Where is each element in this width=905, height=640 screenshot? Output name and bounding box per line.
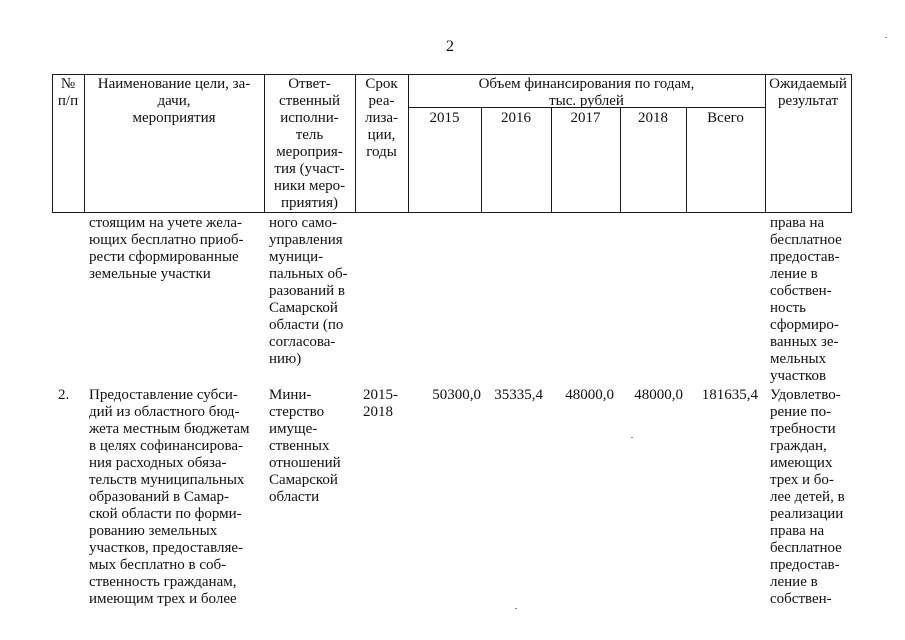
- row-continued-name: стоящим на учете жела- ющих бесплатно приоб- рести сформированные земельные участки: [89, 215, 244, 282]
- header-name: Наименование цели, за- дачи, мероприятия: [97, 76, 251, 126]
- header-term: Срок реа- лиза- ции, годы: [364, 76, 399, 160]
- header-year-2017: 2017: [570, 110, 601, 126]
- header-year-2015: 2015: [429, 110, 460, 126]
- row-2-value-2015: 50300,0: [432, 387, 481, 403]
- row-2-value-2017: 48000,0: [565, 387, 614, 403]
- row-2-result: Удовлетво- рение по- требности граждан, имеющих трех и бо- лее детей, в реализации права на бесплатное предостав- ление в собствен-: [770, 387, 845, 607]
- row-2-term: 2015- 2018: [363, 387, 398, 420]
- table-right-border: [851, 74, 852, 213]
- header-funding: Объем финансирования по годам, тыс. рублей: [478, 76, 695, 109]
- row-continued-result: права на бесплатное предостав- ление в собствен- ность сформиро- ванных зе- мельных участков: [770, 215, 842, 384]
- header-year-2018: 2018: [638, 110, 668, 126]
- row-2-executor: Мини- стерство имуще- ственных отношений Самарской области: [269, 387, 341, 505]
- header-bottom-border: [52, 212, 851, 213]
- scan-speck: [631, 437, 633, 438]
- page-number: 2: [446, 38, 454, 55]
- header-num: № п/п: [57, 76, 79, 109]
- row-2-value-2018: 48000,0: [634, 387, 683, 403]
- header-year-2016: 2016: [501, 110, 531, 126]
- scan-speck: [515, 608, 517, 609]
- header-result: Ожидаемый результат: [769, 76, 847, 109]
- table-top-border: [52, 74, 851, 75]
- header-year-total: Всего: [707, 110, 744, 126]
- row-2-num: 2.: [58, 387, 70, 403]
- header-executor: Ответ- ственный исполни- тель мероприя- тия (участ- ники меро- приятия): [273, 76, 346, 211]
- row-2-value-2016: 35335,4: [494, 387, 543, 403]
- row-2-name: Предоставление субси- дий из областного бюд- жета местным бюджетам в целях софинансирова- ния расходных обяза- тельств муниципальных образований в Самар- ской области по форми- рованию земельных участков, предоставляе- мых бесплатно в соб- ственность гражданам, имеющим трех и более: [89, 387, 250, 607]
- scan-speck: [885, 37, 887, 38]
- row-2-value-total: 181635,4: [701, 387, 758, 403]
- row-continued-executor: ного само- управления муници- пальных об- разований в Самарской области (по согласова- нию): [269, 215, 348, 367]
